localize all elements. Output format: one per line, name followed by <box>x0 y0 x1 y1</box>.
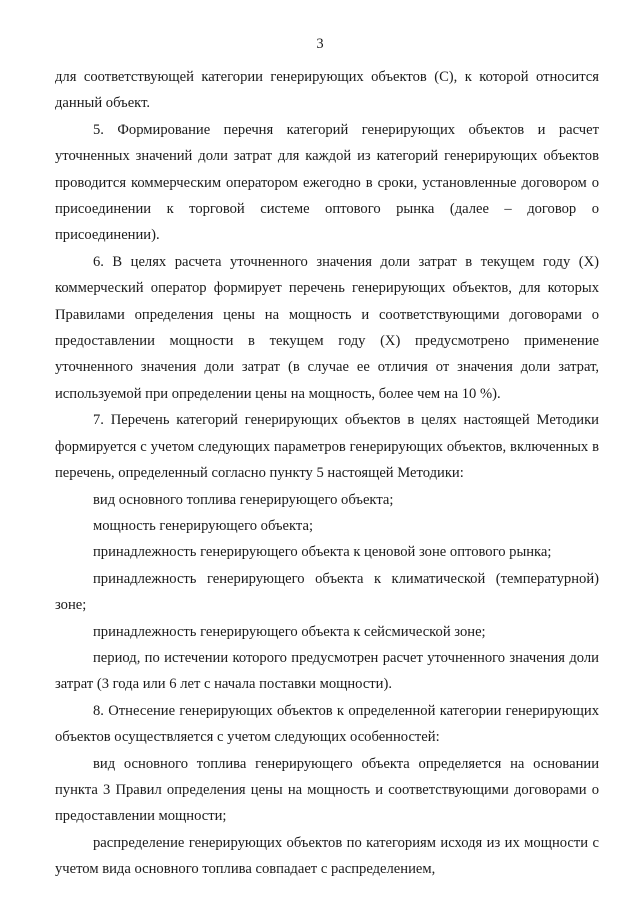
list-item-price-zone: принадлежность генерирующего объекта к ценовой зоне оптового рынка; <box>93 544 552 561</box>
paragraph-6: 6. В целях расчета уточненного значения доли затрат в текущем году (X) коммерческий оператор формирует перечень генерирующих объектов, для которых Правилами определения цены на мощность и соответствующими договорами о предоставлении мощности в текущем году (X) предусмотрено применение уточненного значения доли затрат (в случае ее отличия от значения доли затрат, используемой при определении цены на мощность, более чем на 10 %). <box>55 253 599 402</box>
list-item-fuel-type: вид основного топлива генерирующего объекта; <box>93 491 394 508</box>
paragraph-8: 8. Отнесение генерирующих объектов к определенной категории генерирующих объектов осуществляется с учетом следующих особенностей: <box>55 702 599 746</box>
list-item-climate-zone: принадлежность генерирующего объекта к климатической (температурной) зоне; <box>55 570 599 614</box>
list-item-distribution: распределение генерирующих объектов по категориям исходя из их мощности с учетом вида основного топлива совпадает с распределением, <box>55 834 599 878</box>
list-item-period: период, по истечении которого предусмотрен расчет уточненного значения доли затрат (3 года или 6 лет с начала поставки мощности). <box>55 649 599 693</box>
paragraph-5: 5. Формирование перечня категорий генерирующих объектов и расчет уточненных значений доли затрат для каждой из категорий генерирующих объектов проводится коммерческим оператором ежегодно в сроки, установленные договором о присоединении к торговой системе оптового рынка (далее – договор о присоединении). <box>55 121 599 244</box>
page-number: 3 <box>316 36 324 52</box>
list-item-capacity: мощность генерирующего объекта; <box>93 517 314 534</box>
list-item-fuel-definition: вид основного топлива генерирующего объекта определяется на основании пункта 3 Правил определения цены на мощность и соответствующими договорами о предоставлении мощности; <box>55 755 599 825</box>
list-item-seismic-zone: принадлежность генерирующего объекта к сейсмической зоне; <box>93 623 486 640</box>
paragraph-continuation: для соответствующей категории генерирующих объектов (C), к которой относится данный объект. <box>55 69 599 112</box>
paragraph-7: 7. Перечень категорий генерирующих объектов в целях настоящей Методики формируется с учетом следующих параметров генерирующих объектов, включенных в перечень, определенный согласно пункту 5 настоящей Методики: <box>55 412 599 482</box>
document-body <box>55 64 599 883</box>
